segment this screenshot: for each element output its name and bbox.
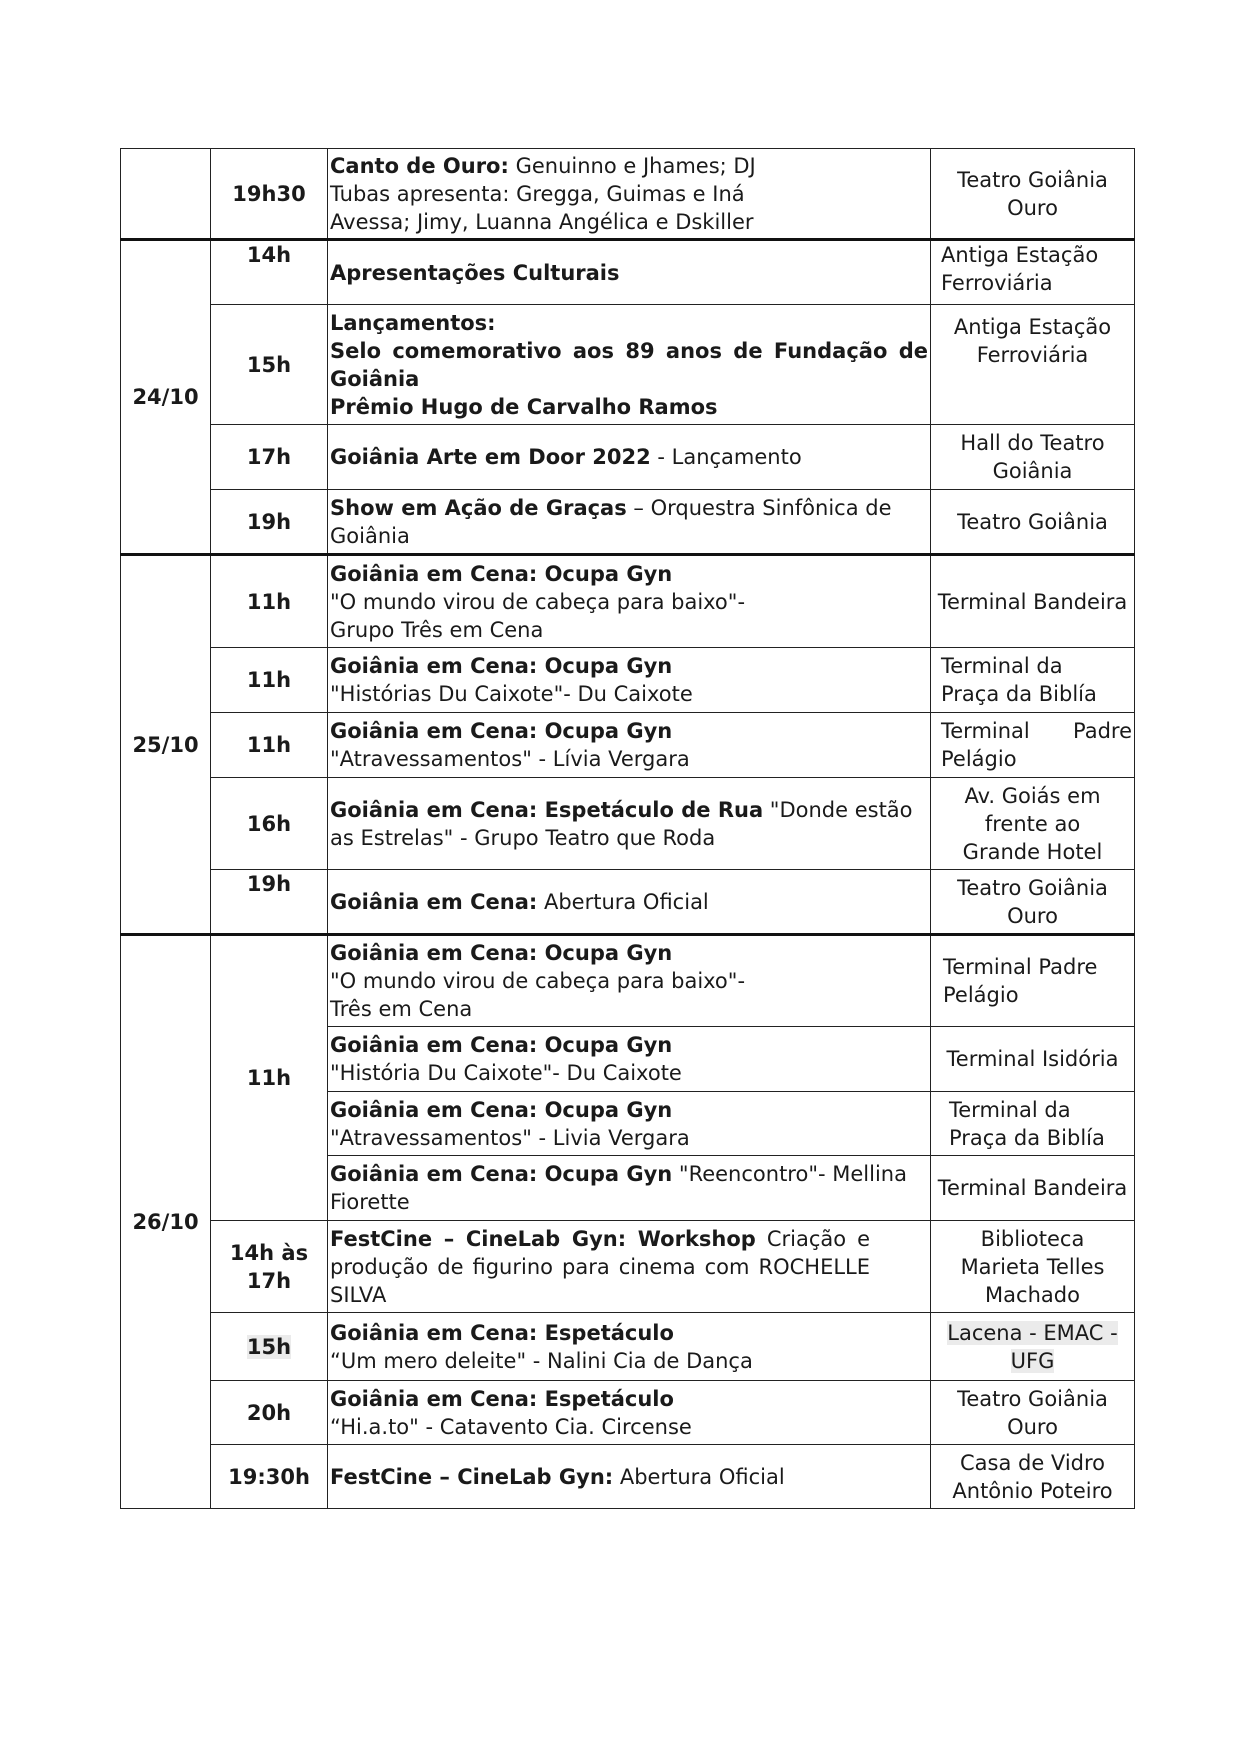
event-cell — [328, 490, 931, 555]
time-cell: 11h — [211, 555, 328, 648]
time-text: 17h — [246, 1268, 292, 1293]
event-title: Goiânia em Cena: — [330, 889, 538, 914]
table-row — [121, 425, 1135, 490]
event-text: Tubas apresenta: Gregga, Guimas e Iná — [330, 181, 745, 206]
event-text: “Um mero deleite" - Nalini Cia de Dança — [330, 1348, 753, 1373]
event-title: Goiânia em Cena: Ocupa Gyn — [330, 719, 673, 743]
location-text: Biblioteca — [980, 1226, 1085, 1251]
date-cell: 26/10 — [121, 935, 211, 1509]
table-row — [121, 778, 1135, 870]
time-cell — [211, 1221, 328, 1313]
event-cell — [328, 648, 931, 713]
event-title: Goiânia Arte em Door 2022 — [330, 445, 651, 469]
location-text: Pelágio — [943, 983, 1019, 1007]
table-row — [121, 648, 1135, 713]
event-title: Apresentações Culturais — [330, 260, 620, 285]
date-cell: 25/10 — [121, 555, 211, 935]
location-text: Terminal — [941, 719, 1030, 743]
location-text: Terminal Bandeira — [937, 1176, 1128, 1200]
location-cell — [931, 1221, 1135, 1313]
event-cell — [328, 870, 931, 935]
location-cell — [931, 490, 1135, 555]
event-text: Genuinno e Jhames; DJ — [508, 153, 756, 178]
table-row — [121, 305, 1135, 425]
event-title: Show em Ação de Graças — [330, 495, 627, 520]
location-text: Antiga Estação — [941, 243, 1099, 267]
location-text: Ferroviária — [976, 343, 1089, 367]
time-cell: 17h — [211, 425, 328, 490]
location-cell — [931, 1027, 1135, 1092]
event-cell — [328, 1027, 931, 1092]
event-text: Três em Cena — [330, 997, 473, 1021]
time-cell: 14h — [211, 240, 328, 305]
location-text: Hall do Teatro — [960, 431, 1105, 455]
event-text: - Lançamento — [650, 445, 802, 469]
event-cell — [328, 1313, 931, 1381]
location-text: Goiânia — [992, 459, 1073, 483]
location-text: Grande Hotel — [962, 839, 1103, 864]
location-cell — [931, 1445, 1135, 1509]
location-cell — [931, 240, 1135, 305]
table-row — [121, 713, 1135, 778]
event-cell — [328, 305, 931, 425]
location-text: Ouro — [1007, 195, 1058, 220]
event-title: Goiânia em Cena: Espetáculo — [330, 1320, 674, 1345]
event-cell — [328, 935, 931, 1027]
table-row — [121, 490, 1135, 555]
time-cell: 11h — [211, 713, 328, 778]
date-cell — [121, 149, 211, 240]
location-text: Machado — [985, 1282, 1080, 1307]
location-text: Ouro — [1007, 1414, 1058, 1439]
location-text: Ouro — [1007, 903, 1058, 928]
event-title: Goiânia em Cena: Ocupa Gyn — [330, 1162, 673, 1186]
location-cell — [931, 648, 1135, 713]
time-cell: 11h — [211, 648, 328, 713]
event-text: "História Du Caixote"- Du Caixote — [330, 1061, 682, 1085]
location-text: Pelágio — [941, 747, 1017, 771]
event-text: "Atravessamentos" - Livia Vergara — [330, 1125, 690, 1150]
location-cell — [931, 1092, 1135, 1156]
table-row — [121, 149, 1135, 240]
time-cell: 19h30 — [211, 149, 328, 240]
location-text: Teatro Goiânia — [957, 875, 1108, 900]
table-row — [121, 240, 1135, 305]
location-text: UFG — [1010, 1348, 1055, 1373]
location-text: frente ao — [984, 811, 1081, 836]
location-cell — [931, 305, 1135, 425]
table-row — [121, 935, 1135, 1027]
event-title: Goiânia em Cena: Ocupa Gyn — [330, 561, 673, 586]
time-text: 15h — [246, 1334, 292, 1359]
event-cell — [328, 240, 931, 305]
time-cell: 19:30h — [211, 1445, 328, 1509]
location-cell — [931, 778, 1135, 870]
location-text: Teatro Goiânia — [957, 1386, 1108, 1411]
table-row — [121, 870, 1135, 935]
time-cell — [211, 1313, 328, 1381]
location-text: Praça da Biblía — [949, 1125, 1105, 1150]
location-cell — [931, 1156, 1135, 1221]
event-text: – Orquestra Sinfônica de Goiânia — [330, 495, 892, 548]
event-text: "O mundo virou de cabeça para baixo"- — [330, 969, 746, 993]
event-text: Prêmio Hugo de Carvalho Ramos — [330, 394, 718, 419]
location-cell — [931, 149, 1135, 240]
event-text: "Atravessamentos" - Lívia Vergara — [330, 747, 690, 771]
table-row — [121, 1445, 1135, 1509]
event-text: "Histórias Du Caixote"- Du Caixote — [330, 682, 693, 706]
event-title: Goiânia em Cena: Ocupa Gyn — [330, 941, 673, 965]
event-text: “Hi.a.to" - Catavento Cia. Circense — [330, 1414, 692, 1439]
date-cell: 24/10 — [121, 240, 211, 555]
location-text: Teatro Goiânia — [957, 167, 1108, 192]
location-text: Terminal Bandeira — [937, 589, 1128, 614]
event-text: "O mundo virou de cabeça para baixo"- — [330, 589, 746, 614]
time-cell: 11h — [211, 935, 328, 1221]
location-text: Ferroviária — [941, 271, 1053, 295]
event-text: Grupo Três em Cena — [330, 617, 544, 642]
location-text: Antônio Poteiro — [952, 1478, 1113, 1503]
event-text: Avessa; Jimy, Luanna Angélica e Dskiller — [330, 209, 754, 234]
location-text: Terminal da — [941, 654, 1063, 678]
location-cell — [931, 1381, 1135, 1445]
location-text: Lacena - EMAC - — [947, 1320, 1118, 1345]
event-title: Goiânia em Cena: Ocupa Gyn — [330, 1097, 673, 1122]
event-cell — [328, 149, 931, 240]
event-text: Criação e produção de figurino para cinema com ROCHELLE SILVA — [330, 1226, 870, 1307]
event-cell — [328, 713, 931, 778]
location-cell — [931, 935, 1135, 1027]
table-row — [121, 555, 1135, 648]
event-cell — [328, 555, 931, 648]
location-text: Av. Goiás em — [964, 783, 1101, 808]
event-cell — [328, 778, 931, 870]
location-cell — [931, 425, 1135, 490]
time-cell: 15h — [211, 305, 328, 425]
table-row — [121, 1381, 1135, 1445]
location-text: Padre — [1072, 719, 1132, 743]
event-cell — [328, 1221, 931, 1313]
time-cell: 16h — [211, 778, 328, 870]
location-text: Terminal da — [949, 1097, 1071, 1122]
event-text: Abertura Oficial — [613, 1464, 785, 1489]
event-text: Abertura Oficial — [537, 889, 709, 914]
event-text: "Reencontro"- Mellina Fiorette — [330, 1162, 907, 1214]
location-text: Terminal Isidória — [946, 1047, 1119, 1071]
event-cell — [328, 1092, 931, 1156]
location-text: Terminal Padre — [943, 955, 1098, 979]
event-cell — [328, 425, 931, 490]
event-cell — [328, 1156, 931, 1221]
table-row — [121, 1313, 1135, 1381]
event-cell — [328, 1445, 931, 1509]
location-text: Marieta Telles — [960, 1254, 1105, 1279]
location-text: Praça da Biblía — [941, 682, 1097, 706]
event-title: FestCine – CineLab Gyn: — [330, 1464, 614, 1489]
time-text: 14h às — [229, 1240, 309, 1265]
event-title: Goiânia em Cena: Espetáculo de Rua — [330, 797, 764, 822]
event-cell — [328, 1381, 931, 1445]
event-title: Canto de Ouro: — [330, 153, 509, 178]
time-cell: 19h — [211, 490, 328, 555]
event-text: "Donde estão as Estrelas" - Grupo Teatro que Roda — [330, 797, 913, 850]
location-cell — [931, 555, 1135, 648]
location-text: Teatro Goiânia — [957, 509, 1108, 534]
event-title: Goiânia em Cena: Espetáculo — [330, 1386, 674, 1411]
event-title: Lançamentos: — [330, 310, 496, 335]
event-title: Goiânia em Cena: Ocupa Gyn — [330, 654, 673, 678]
time-cell: 19h — [211, 870, 328, 935]
location-cell — [931, 870, 1135, 935]
table-row — [121, 1221, 1135, 1313]
location-cell — [931, 1313, 1135, 1381]
event-text: Selo comemorativo aos 89 anos de Fundação de Goiânia — [330, 338, 928, 391]
location-text: Casa de Vidro — [959, 1450, 1106, 1475]
event-title: Goiânia em Cena: Ocupa Gyn — [330, 1033, 673, 1057]
schedule-table — [120, 148, 1135, 1509]
location-text: Antiga Estação — [953, 315, 1112, 339]
location-cell — [931, 713, 1135, 778]
time-cell: 20h — [211, 1381, 328, 1445]
event-title: FestCine – CineLab Gyn: Workshop — [330, 1226, 756, 1251]
